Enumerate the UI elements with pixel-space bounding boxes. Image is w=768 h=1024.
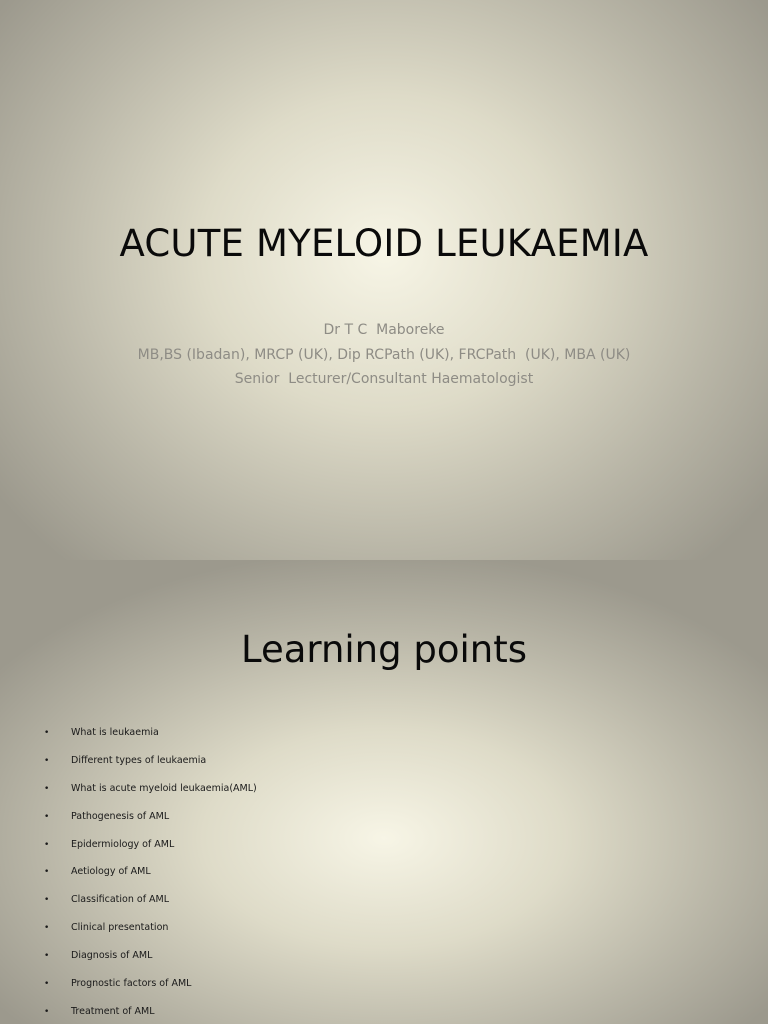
list-item: • Treatment of AML — [44, 1003, 257, 1024]
author-name: Dr T C Maboreke — [323, 322, 445, 338]
list-item: • Clinical presentation — [44, 919, 257, 947]
list-item: • Epidermiology of AML — [44, 836, 257, 864]
list-item: • Classification of AML — [44, 891, 257, 919]
list-item: • Different types of leukaemia — [44, 752, 257, 780]
learning-points-slide — [0, 560, 768, 1024]
list-item: • Aetiology of AML — [44, 863, 257, 891]
author-position: Senior Lecturer/Consultant Haematologist — [234, 371, 534, 387]
bullet-icon: • — [44, 839, 50, 850]
list-item: • Diagnosis of AML — [44, 947, 257, 975]
bullet-icon: • — [44, 811, 50, 822]
list-item: • What is leukaemia — [44, 724, 257, 752]
learning-points-list — [44, 724, 257, 1024]
bullet-icon: • — [44, 728, 50, 738]
bullet-icon: • — [44, 923, 50, 934]
bullet-icon: • — [44, 895, 50, 906]
bullet-icon: • — [44, 951, 50, 962]
bullet-icon: • — [44, 867, 50, 878]
list-item: • Pathogenesis of AML — [44, 808, 257, 836]
list-item: • Prognostic factors of AML — [44, 975, 257, 1003]
bullet-icon: • — [44, 979, 50, 990]
author-subtitle — [0, 318, 768, 392]
list-item: • What is acute myeloid leukaemia(AML) — [44, 780, 257, 808]
slide-title: Learning points — [240, 628, 528, 671]
bullet-icon: • — [44, 1006, 50, 1017]
bullet-icon: • — [44, 783, 50, 794]
slide-title: ACUTE MYELOID LEUKAEMIA — [119, 222, 649, 265]
bullet-icon: • — [44, 755, 50, 766]
author-qualifications: MB,BS (Ibadan), MRCP (UK), Dip RCPath (UK), FRCPath (UK), MBA (UK) — [137, 346, 631, 363]
